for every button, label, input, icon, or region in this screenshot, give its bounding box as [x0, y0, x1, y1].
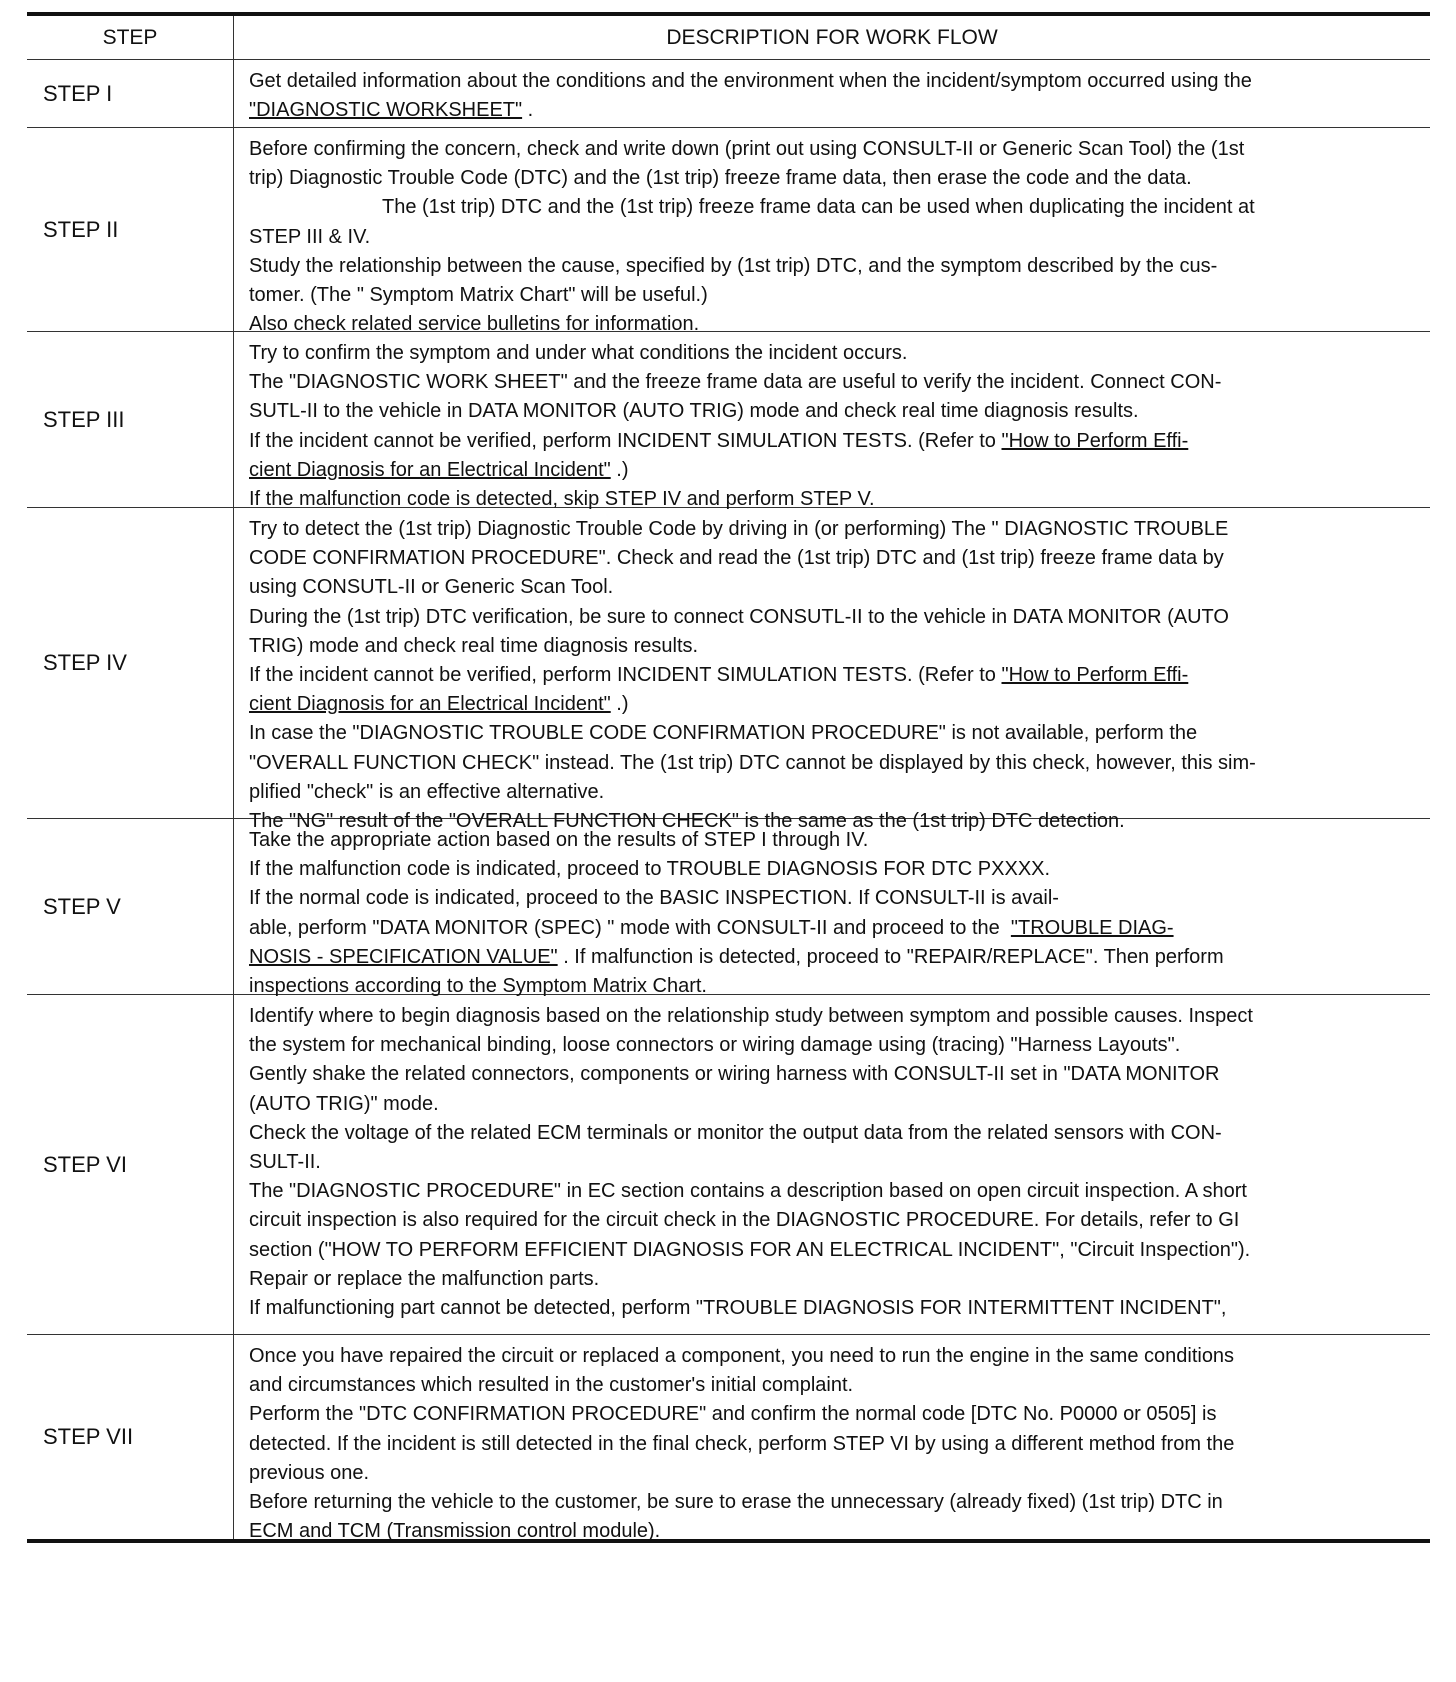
- description-line: detected. If the incident is still detected in the final check, perform STEP VI by using a different method from the: [249, 1432, 1235, 1455]
- description-line: inspections according to the Symptom Matrix Chart.: [249, 975, 707, 998]
- description-line: [249, 456, 1420, 485]
- description-line: [249, 427, 1420, 456]
- table-row-step-6: [27, 995, 1430, 1335]
- efficient-diagnosis-link[interactable]: cient Diagnosis for an Electrical Incident": [249, 458, 611, 481]
- description-line: [249, 914, 1420, 943]
- efficient-diagnosis-link[interactable]: "How to Perform Effi-: [1001, 429, 1189, 452]
- description-line: the system for mechanical binding, loose connectors or wiring damage using (tracing) "Harness Layouts".: [249, 1034, 1181, 1057]
- description-line: If the normal code is indicated, proceed to the BASIC INSPECTION. If CONSULT-II is avail-: [249, 887, 1059, 910]
- table-row-step-1: [27, 60, 1430, 128]
- description-line: Before returning the vehicle to the customer, be sure to erase the unnecessary (already fixed) (1st trip) DTC in: [249, 1491, 1223, 1514]
- link-tail: . If malfunction is detected, proceed to "REPAIR/REPLACE". Then perform: [557, 945, 1224, 968]
- description-line: CODE CONFIRMATION PROCEDURE". Check and read the (1st trip) DTC and (1st trip) freeze frame data by: [249, 547, 1224, 570]
- description-line: [249, 661, 1420, 690]
- description-line: The "DIAGNOSTIC PROCEDURE" in EC section contains a description based on open circuit inspection. A short: [249, 1180, 1247, 1203]
- table-row-step-2: [27, 128, 1430, 336]
- description-line: Gently shake the related connectors, components or wiring harness with CONSULT-II set in "DATA MONITOR: [249, 1063, 1220, 1086]
- table-header-row: [27, 16, 1430, 60]
- description-line: Identify where to begin diagnosis based on the relationship study between symptom and possible causes. Inspect: [249, 1005, 1253, 1027]
- description-line: Perform the "DTC CONFIRMATION PROCEDURE" and confirm the normal code [DTC No. P0000 or 0505] is: [249, 1403, 1217, 1426]
- header-step: STEP: [27, 16, 234, 59]
- link-tail: .): [610, 693, 629, 716]
- step-description: [234, 819, 1430, 998]
- step-description: [234, 60, 1430, 127]
- description-line: plified "check" is an effective alternative.: [249, 780, 605, 803]
- line-text: able, perform "DATA MONITOR (SPEC) " mode with CONSULT-II and proceed to the: [249, 916, 1011, 939]
- step-description: [234, 1335, 1430, 1543]
- description-line: Check the voltage of the related ECM terminals or monitor the output data from the related sensors with CON-: [249, 1121, 1222, 1144]
- step-description: [234, 332, 1430, 511]
- description-line: SULT-II.: [249, 1151, 321, 1174]
- description-line: "OVERALL FUNCTION CHECK" instead. The (1st trip) DTC cannot be displayed by this check, however, this sim-: [249, 751, 1256, 774]
- table-row-step-5: [27, 819, 1430, 998]
- step-label: STEP IV: [27, 508, 234, 818]
- description-line: The "NG" result of the "OVERALL FUNCTION CHECK" is the same as the (1st trip) DTC detection.: [249, 810, 1125, 833]
- description-line: Also check related service bulletins for information.: [249, 313, 700, 336]
- line-text: If the incident cannot be verified, perform INCIDENT SIMULATION TESTS. (Refer to: [249, 664, 1002, 687]
- link-tail: .): [610, 458, 629, 481]
- step-label: STEP V: [27, 819, 234, 994]
- header-description: DESCRIPTION FOR WORK FLOW: [666, 25, 998, 49]
- specification-value-link[interactable]: NOSIS - SPECIFICATION VALUE": [249, 945, 558, 968]
- line-text: If the incident cannot be verified, perform INCIDENT SIMULATION TESTS. (Refer to: [249, 429, 1002, 452]
- link-tail: .: [522, 99, 534, 122]
- description-line: circuit inspection is also required for the circuit check in the DIAGNOSTIC PROCEDURE. For details, refer to GI: [249, 1209, 1240, 1232]
- efficient-diagnosis-link[interactable]: "How to Perform Effi-: [1001, 664, 1189, 687]
- description-line: [249, 690, 1420, 719]
- description-line: If malfunctioning part cannot be detected, perform "TROUBLE DIAGNOSIS FOR INTERMITTENT INCIDENT",: [249, 1297, 1227, 1320]
- description-line: (AUTO TRIG)" mode.: [249, 1092, 439, 1115]
- description-line: section ("HOW TO PERFORM EFFICIENT DIAGNOSIS FOR AN ELECTRICAL INCIDENT", "Circuit Inspection").: [249, 1238, 1251, 1261]
- step-label: STEP II: [27, 128, 234, 331]
- description-line: The (1st trip) DTC and the (1st trip) freeze frame data can be used when duplicating the incident at: [382, 196, 1255, 219]
- description-line: trip) Diagnostic Trouble Code (DTC) and the (1st trip) freeze frame data, then erase the code and the data.: [249, 167, 1192, 190]
- step-description: [234, 995, 1430, 1334]
- step-description: [234, 508, 1430, 833]
- description-line: TRIG) mode and check real time diagnosis results.: [249, 634, 699, 657]
- workflow-table: [27, 12, 1430, 1543]
- description-line: STEP III & IV.: [249, 225, 371, 248]
- description-line: using CONSUTL-II or Generic Scan Tool.: [249, 576, 614, 599]
- description-line: Once you have repaired the circuit or replaced a component, you need to run the engine in the same conditions: [249, 1345, 1235, 1367]
- description-line: Take the appropriate action based on the results of STEP I through IV.: [249, 829, 869, 851]
- step-label: STEP VII: [27, 1335, 234, 1539]
- description-line: Repair or replace the malfunction parts.: [249, 1267, 600, 1290]
- description-line: The "DIAGNOSTIC WORK SHEET" and the freeze frame data are useful to verify the incident. Connect CON-: [249, 371, 1222, 394]
- description-line: If the malfunction code is indicated, proceed to TROUBLE DIAGNOSIS FOR DTC PXXXX.: [249, 858, 1051, 881]
- step-label: STEP III: [27, 332, 234, 507]
- description-line: Try to detect the (1st trip) Diagnostic Trouble Code by driving in (or performing) The " DIAGNOSTIC TROUBLE: [249, 518, 1229, 540]
- step-label: STEP VI: [27, 995, 234, 1334]
- table-row-step-4: [27, 508, 1430, 833]
- diagnostic-worksheet-link[interactable]: "DIAGNOSTIC WORKSHEET": [249, 99, 523, 122]
- description-line: Get detailed information about the conditions and the environment when the incident/symptom occurred using the: [249, 70, 1252, 92]
- description-line: Try to confirm the symptom and under what conditions the incident occurs.: [249, 342, 908, 364]
- description-line: SUTL-II to the vehicle in DATA MONITOR (AUTO TRIG) mode and check real time diagnosis results.: [249, 400, 1139, 423]
- step-description: [234, 128, 1430, 336]
- description-line: tomer. (The " Symptom Matrix Chart" will be useful.): [249, 284, 708, 307]
- description-line: ECM and TCM (Transmission control module).: [249, 1520, 661, 1543]
- specification-value-link[interactable]: "TROUBLE DIAG-: [1010, 916, 1174, 939]
- description-line: [249, 96, 1420, 125]
- description-line: [249, 943, 1420, 972]
- efficient-diagnosis-link[interactable]: cient Diagnosis for an Electrical Incident": [249, 693, 611, 716]
- description-line: Study the relationship between the cause, specified by (1st trip) DTC, and the symptom described by the cus-: [249, 254, 1218, 277]
- description-line: In case the "DIAGNOSTIC TROUBLE CODE CONFIRMATION PROCEDURE" is not available, perform the: [249, 722, 1198, 745]
- description-line: and circumstances which resulted in the customer's initial complaint.: [249, 1374, 854, 1397]
- table-row-step-7: [27, 1335, 1430, 1543]
- description-line: If the malfunction code is detected, skip STEP IV and perform STEP V.: [249, 488, 875, 511]
- description-line: previous one.: [249, 1461, 370, 1484]
- step-label: STEP I: [27, 60, 234, 127]
- description-line: During the (1st trip) DTC verification, be sure to connect CONSUTL-II to the vehicle in DATA MONITOR (AUTO: [249, 605, 1229, 628]
- description-line: Before confirming the concern, check and write down (print out using CONSULT-II or Generic Scan Tool) the (1st: [249, 138, 1245, 160]
- table-row-step-3: [27, 332, 1430, 511]
